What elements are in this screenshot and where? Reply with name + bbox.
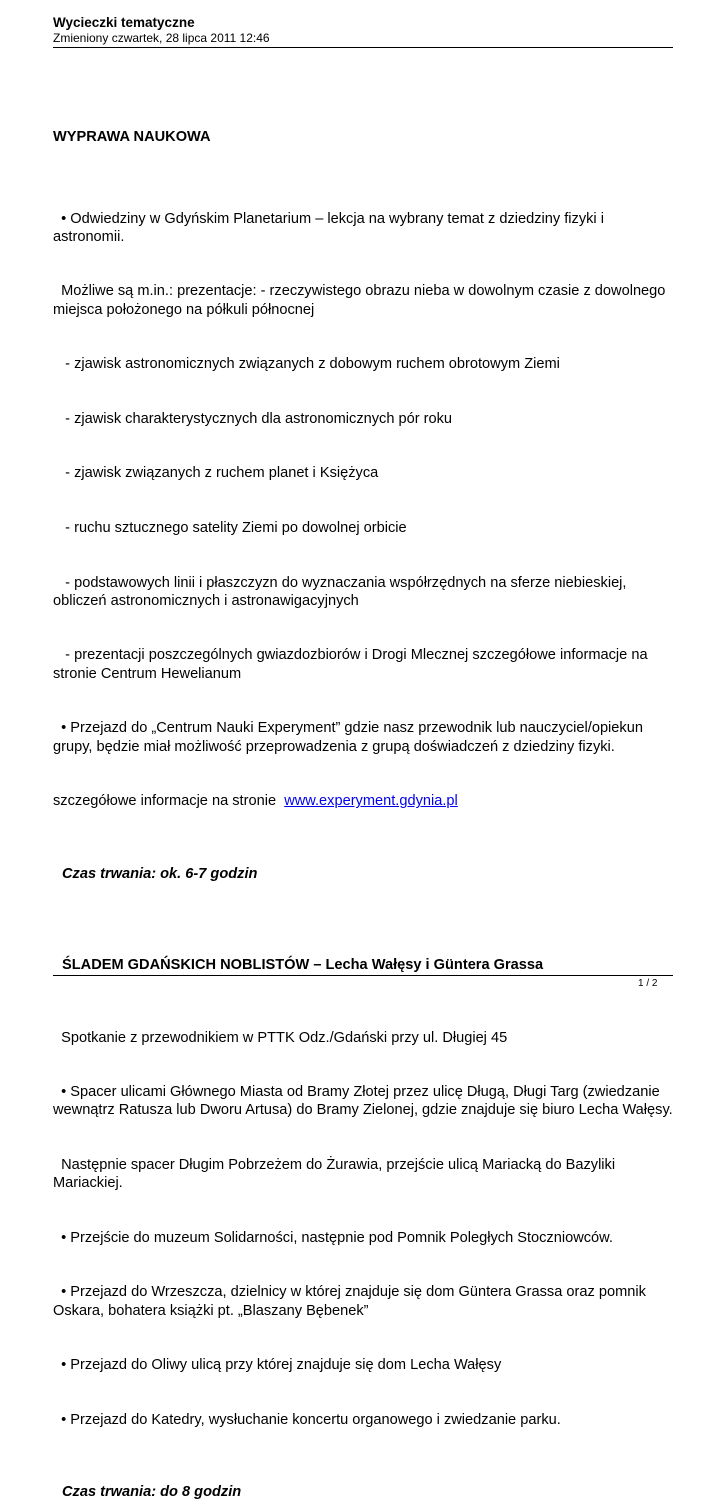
paragraph: - prezentacji poszczególnych gwiazdozbiorów i Drogi Mlecznej szczegółowe informacje na stronie Centrum Hewelianum: [53, 647, 652, 682]
paragraph: - zjawisk charakterystycznych dla astronomicznych pór roku: [53, 410, 453, 427]
article-body: [53, 128, 675, 1502]
paragraph: • Przejazd do Katedry, wysłuchanie koncertu organowego i zwiedzanie parku.: [53, 1411, 561, 1428]
page-number: 1 / 2: [638, 978, 658, 989]
paragraph: [53, 792, 675, 810]
paragraph: Możliwe są m.in.: prezentacje: - rzeczywistego obrazu nieba w dowolnym czasie z dowolnego miejsca położonego na półkuli północnej: [53, 283, 670, 318]
document-title: Wycieczki tematyczne: [53, 15, 195, 30]
section-heading: ŚLADEM GDAŃSKICH NOBLISTÓW – Lecha Wałęsy i Güntera Grassa: [62, 956, 544, 973]
header-divider: [53, 47, 673, 48]
paragraph: - zjawisk astronomicznych związanych z dobowym ruchem obrotowym Ziemi: [53, 356, 560, 373]
paragraph: Następnie spacer Długim Pobrzeżem do Żurawia, przejście ulicą Mariacką do Bazyliki Mariackiej.: [53, 1156, 620, 1192]
section-body: [53, 173, 675, 847]
duration-label: Czas trwania: ok. 6-7 godzin: [62, 865, 258, 882]
footer-divider: [53, 975, 673, 976]
paragraph: • Przejście do muzeum Solidarności, następnie pod Pomnik Poległych Stoczniowców.: [53, 1229, 613, 1246]
paragraph: - podstawowych linii i płaszczyzn do wyznaczania współrzędnych na sferze niebieskiej, obliczeń astronomicznych i astronawigacyjnych: [53, 574, 631, 609]
paragraph: - zjawisk związanych z ruchem planet i Księżyca: [53, 465, 379, 482]
paragraph: • Odwiedziny w Gdyńskim Planetarium – lekcja na wybrany temat z dziedziny fizyki i astronomii.: [53, 210, 609, 245]
section-heading: WYPRAWA NAUKOWA: [53, 129, 211, 145]
info-prefix: szczegółowe informacje na stronie: [53, 793, 281, 810]
paragraph: • Spacer ulicami Głównego Miasta od Bramy Złotej przez ulicę Długą, Długi Targ (zwiedzanie wewnątrz Ratusza lub Dworu Artusa) do Bramy Zielonej, gdzie znajduje się biuro Lecha Wałęsy.: [53, 1084, 673, 1119]
paragraph: • Przejazd do Oliwy ulicą przy której znajduje się dom Lecha Wałęsy: [53, 1357, 502, 1374]
paragraph: • Przejazd do Wrzeszcza, dzielnicy w której znajduje się dom Güntera Grassa oraz pomnik Oskara, bohatera książki pt. „Blaszany Bębenek”: [53, 1284, 650, 1319]
paragraph: - ruchu sztucznego satelity Ziemi po dowolnej orbicie: [53, 520, 407, 537]
paragraph: • Przejazd do „Centrum Nauki Experyment” gdzie nasz przewodnik lub nauczyciel/opiekun grupy, będzie miał możliwość przeprowadzenia z grupą doświadczeń z dziedziny fizyki.: [53, 720, 648, 755]
section-body: [53, 992, 675, 1465]
paragraph: Spotkanie z przewodnikiem w PTTK Odz./Gdański przy ul. Długiej 45: [53, 1029, 508, 1046]
experyment-link[interactable]: www.experyment.gdynia.pl: [284, 793, 458, 810]
page-header: [53, 15, 673, 46]
duration-label: Czas trwania: do 8 godzin: [62, 1484, 242, 1501]
modified-date: Zmieniony czwartek, 28 lipca 2011 12:46: [53, 31, 270, 45]
